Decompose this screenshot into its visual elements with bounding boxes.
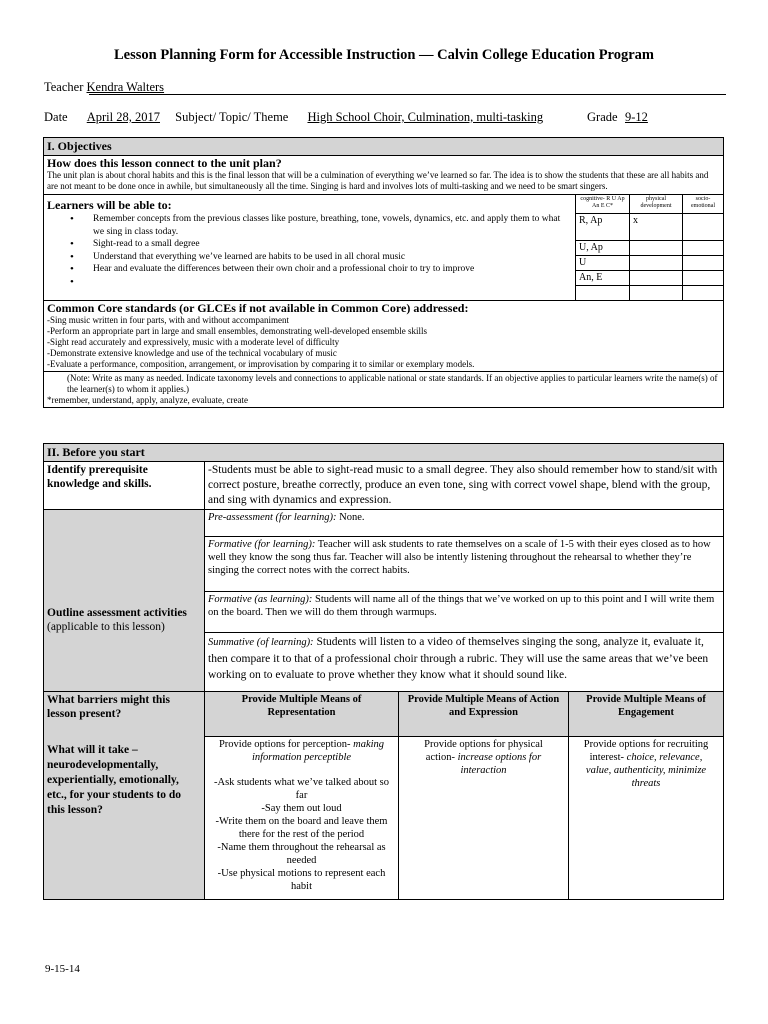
note-text: (Note: Write as many as needed. Indicate taxonomy levels and connections to applicable national or state standards. If an objective applies to particular learners write the name(s) of the learner(s) to whom it applies.) xyxy=(67,372,718,394)
act-intro: Provide options for physical action- xyxy=(424,739,543,763)
representation-cell xyxy=(205,737,399,900)
subject-label: Subject/ Topic/ Theme xyxy=(175,110,289,124)
grade-label: Grade xyxy=(587,110,618,124)
objective-item: • Remember concepts from the previous classes like posture, breathing, tone, vowels, dynamics, etc. and apply them to what we sing in class today. xyxy=(93,213,572,238)
objective-item: • Sight-read to a small degree xyxy=(93,238,572,251)
obj2-soc xyxy=(683,240,724,255)
rep-intro-italic: making information perceptible xyxy=(251,739,385,763)
engagement-head: Provide Multiple Means of Engagement xyxy=(569,692,724,737)
formative2-text: Students will name all of the things that we’ve worked on up to this point and I will write them on the board. Then we will do them through warmups. xyxy=(208,594,715,618)
obj1-cog: R, Ap xyxy=(576,213,630,240)
obj2-cog: U, Ap xyxy=(576,240,630,255)
teacher-row xyxy=(44,80,724,95)
act-intro-italic: increase options for interaction xyxy=(457,752,542,776)
formative2-cell xyxy=(205,592,724,633)
obj5-phys xyxy=(630,285,683,300)
date-value: April 28, 2017 xyxy=(86,110,160,124)
formative1-label: Formative (for learning): xyxy=(208,539,316,550)
rep-intro: Provide options for perception- xyxy=(218,739,351,750)
grade-value: 9-12 xyxy=(625,110,648,124)
obj3-phys xyxy=(630,255,683,270)
obj4-soc xyxy=(683,270,724,285)
assess-label-cell xyxy=(44,510,205,692)
obj1-phys: x xyxy=(630,213,683,240)
formative2-label: Formative (as learning): xyxy=(208,594,313,605)
col-socio: socio- emotional xyxy=(683,195,724,214)
summative-text: Students will listen to a video of themselves singing the song, analyze it, evaluate it, then compare it to that of a professional choir through a rubric. They will use the same areas that we’ve been working on to evaluate to prove whether they know what it should sound like. xyxy=(208,636,709,681)
action-head: Provide Multiple Means of Action and Expression xyxy=(399,692,569,737)
assess-sub: (applicable to this lesson) xyxy=(47,620,165,633)
objective-item xyxy=(93,276,572,288)
cc-item: -Perform an appropriate part in large and small ensembles, demonstrating well-developed ensemble skills xyxy=(47,325,427,336)
page-title: Lesson Planning Form for Accessible Instruction — Calvin College Education Program xyxy=(114,47,654,63)
rep-line: -Ask students what we’ve talked about so far xyxy=(214,777,389,801)
learners-label: Learners will be able to: xyxy=(47,198,172,212)
summative-label: Summative (of learning): xyxy=(208,637,314,648)
obj2-phys xyxy=(630,240,683,255)
common-core-label: Common Core standards (or GLCEs if not available in Common Core) addressed: xyxy=(47,300,469,315)
note-cell xyxy=(44,371,724,407)
footer-date: 9-15-14 xyxy=(45,963,80,975)
formative1-text: Teacher will ask students to rate themselves on a scale of 1-5 with their eyes closed as to how well they know the song thus far. Teacher will also be intently listening throughout the rehearsal to whether they’re singing the correct notes with the correct habits. xyxy=(208,539,711,576)
objective-item: • Understand that everything we’ve learned are habits to be used in all choral music xyxy=(93,251,572,264)
cc-item: -Demonstrate extensive knowledge and use of the technical vocabulary of music xyxy=(47,347,337,358)
col-cognitive: cognitive- R U Ap An E C* xyxy=(576,195,630,214)
before-table xyxy=(43,443,724,900)
obj4-cog: An, E xyxy=(576,270,630,285)
objectives-list xyxy=(47,213,572,288)
prereq-text: -Students must be able to sight-read music to a small degree. They also should remember how to stand/sit with correct posture, breathe correctly, produce an even tone, sing with correct vowel shape, blend with the group, and sing with dynamics and expression. xyxy=(205,462,724,510)
objectives-list-cell xyxy=(44,213,576,300)
rep-line: -Name them throughout the rehearsal as needed xyxy=(217,842,386,866)
common-core-cell xyxy=(44,300,724,371)
summative-cell xyxy=(205,633,724,692)
formative1-cell xyxy=(205,537,724,592)
footnote-text: *remember, understand, apply, analyze, evaluate, create xyxy=(47,394,248,405)
take-label: What will it take – neurodevelopmentally, experientially, emotionally, etc., for your students to do this lesson? xyxy=(47,744,182,816)
obj3-cog: U xyxy=(576,255,630,270)
engagement-cell xyxy=(569,737,724,900)
learners-label-cell xyxy=(44,195,576,214)
action-cell xyxy=(399,737,569,900)
rep-line: -Write them on the board and leave them there for the rest of the period xyxy=(215,816,388,840)
rep-line: -Use physical motions to represent each habit xyxy=(217,868,386,892)
objective-item: • Hear and evaluate the differences between their own choir and a professional choir to try to improve xyxy=(93,263,572,276)
assess-label: Outline assessment activities xyxy=(47,606,187,619)
pre-assessment-text: None. xyxy=(339,512,365,523)
objectives-table xyxy=(43,137,724,408)
rep-line: -Say them out loud xyxy=(261,803,342,814)
barriers-label: What barriers might this lesson present? xyxy=(47,694,170,720)
barriers-cell xyxy=(44,692,205,900)
before-header: II. Before you start xyxy=(44,444,724,462)
teacher-value: Kendra Walters xyxy=(86,80,165,94)
connect-question: How does this lesson connect to the unit plan? xyxy=(47,156,282,170)
cc-item: -Sing music written in four parts, with and without accompaniment xyxy=(47,314,289,325)
cc-item: -Evaluate a performance, composition, arrangement, or improvisation by comparing it to similar or exemplary models. xyxy=(47,358,475,369)
representation-head: Provide Multiple Means of Representation xyxy=(205,692,399,737)
connect-cell xyxy=(44,156,724,195)
eng-intro-italic: choice, relevance, value, authenticity, minimize threats xyxy=(585,752,707,789)
col-physical: physical development xyxy=(630,195,683,214)
pre-assessment-cell xyxy=(205,510,724,537)
date-label: Date xyxy=(44,110,68,124)
obj1-soc xyxy=(683,213,724,240)
subject-value: High School Choir, Culmination, multi-tasking xyxy=(307,110,544,124)
teacher-label: Teacher xyxy=(44,80,84,94)
connect-text: The unit plan is about choral habits and this is the final lesson that will be a culmination of everything we’ve learned so far. The idea is to show the students that these are all habits and are not meant to be done once in awhile, but simultaneously all the time. Singing is hard and involves lots of multi-tasking and we need to be smart singers. xyxy=(47,170,709,191)
date-row xyxy=(44,110,724,125)
cc-item: -Sight read accurately and expressively, music with a moderate level of difficulty xyxy=(47,336,340,347)
prereq-label: Identify prerequisite knowledge and skills. xyxy=(44,462,205,510)
eng-intro: Provide options for recruiting interest- xyxy=(583,739,709,763)
objectives-header: I. Objectives xyxy=(44,138,724,156)
obj5-cog xyxy=(576,285,630,300)
obj5-soc xyxy=(683,285,724,300)
teacher-underline xyxy=(89,94,726,95)
obj4-phys xyxy=(630,270,683,285)
pre-assessment-label: Pre-assessment (for learning): xyxy=(208,512,337,523)
obj3-soc xyxy=(683,255,724,270)
